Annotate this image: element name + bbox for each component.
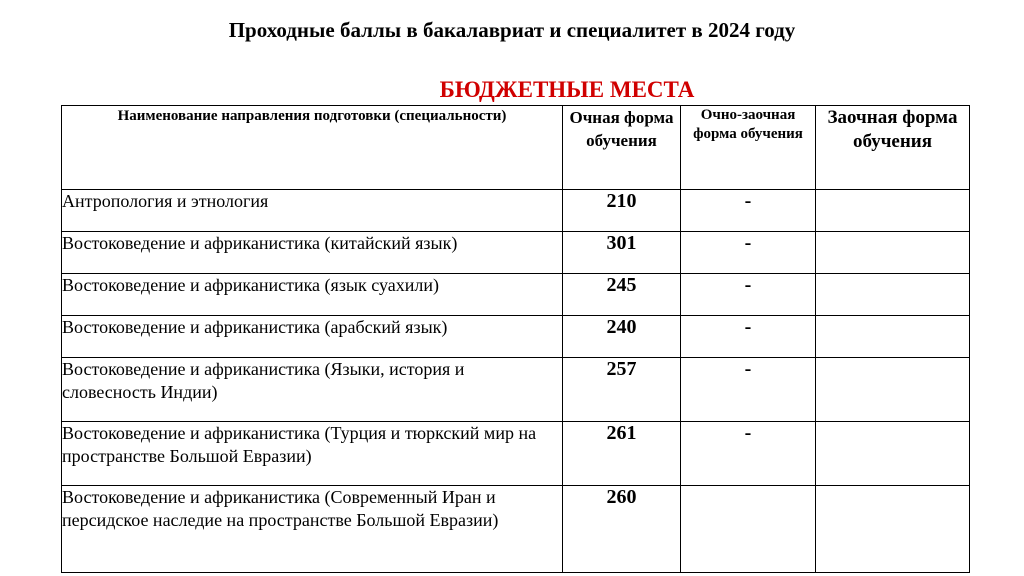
- cell-full-time-score: 245: [563, 274, 681, 316]
- table-header-row: [62, 106, 970, 190]
- cell-part-time-score: -: [681, 358, 816, 422]
- cell-program-name: Востоковедение и африканистика (язык суахили): [62, 274, 563, 316]
- header-part-time: Очно-заочная форма обучения: [681, 106, 816, 190]
- cell-correspondence-score: [816, 358, 970, 422]
- table-row: [62, 232, 970, 274]
- table-row: [62, 190, 970, 232]
- cell-full-time-score: 301: [563, 232, 681, 274]
- cell-part-time-score: -: [681, 274, 816, 316]
- cell-program-name: Антропология и этнология: [62, 190, 563, 232]
- table-row: [62, 358, 970, 422]
- table-row: [62, 486, 970, 573]
- document-subtitle: БЮДЖЕТНЫЕ МЕСТА: [439, 77, 695, 102]
- cell-full-time-score: 240: [563, 316, 681, 358]
- cell-full-time-score: 210: [563, 190, 681, 232]
- cell-part-time-score: -: [681, 422, 816, 486]
- cell-part-time-score: -: [681, 232, 816, 274]
- cell-program-name: Востоковедение и африканистика (Современный Иран и персидское наследие на пространстве Большой Евразии): [62, 486, 563, 573]
- cell-part-time-score: -: [681, 316, 816, 358]
- cell-correspondence-score: [816, 486, 970, 573]
- header-full-time: Очная форма обучения: [563, 106, 681, 190]
- cell-program-name: Востоковедение и африканистика (Турция и тюркский мир на пространстве Большой Евразии): [62, 422, 563, 486]
- cell-correspondence-score: [816, 190, 970, 232]
- cell-correspondence-score: [816, 274, 970, 316]
- cell-correspondence-score: [816, 232, 970, 274]
- cell-part-time-score: -: [681, 190, 816, 232]
- cell-part-time-score: [681, 486, 816, 573]
- table-row: [62, 422, 970, 486]
- cell-program-name: Востоковедение и африканистика (арабский язык): [62, 316, 563, 358]
- scores-table: [61, 105, 970, 573]
- cell-program-name: Востоковедение и африканистика (Языки, история и словесность Индии): [62, 358, 563, 422]
- document-title: Проходные баллы в бакалавриат и специалитет в 2024 году: [228, 18, 796, 42]
- cell-correspondence-score: [816, 422, 970, 486]
- table-row: [62, 316, 970, 358]
- header-correspondence: Заочная форма обучения: [816, 106, 970, 190]
- cell-full-time-score: 261: [563, 422, 681, 486]
- cell-program-name: Востоковедение и африканистика (китайский язык): [62, 232, 563, 274]
- cell-full-time-score: 257: [563, 358, 681, 422]
- cell-full-time-score: 260: [563, 486, 681, 573]
- cell-correspondence-score: [816, 316, 970, 358]
- header-program-name: Наименование направления подготовки (специальности): [62, 106, 563, 190]
- table-row: [62, 274, 970, 316]
